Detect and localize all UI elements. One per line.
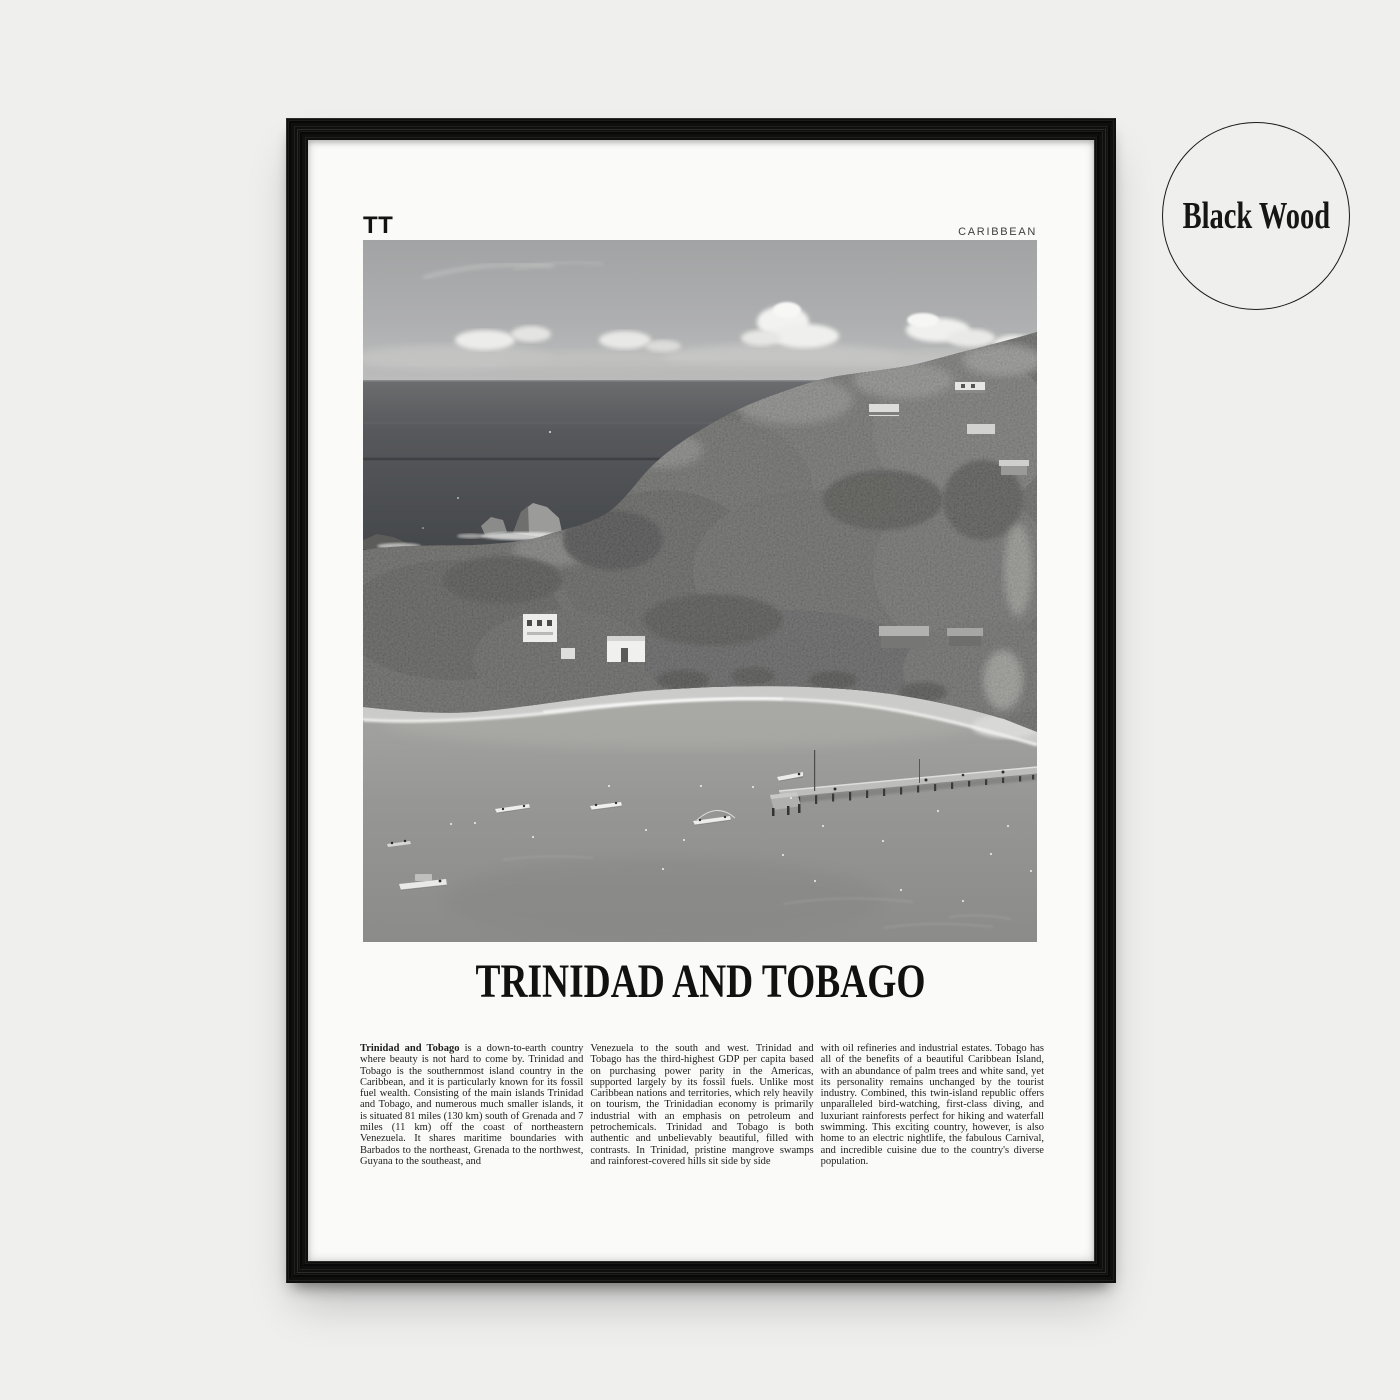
poster-photo <box>363 240 1037 942</box>
poster-header <box>363 213 1037 238</box>
poster <box>308 140 1094 1261</box>
frame-edge-right <box>1094 118 1116 1283</box>
body-lead: Trinidad and Tobago <box>360 1043 460 1054</box>
poster-title-text: TRINIDAD AND TOBAGO <box>475 955 927 1008</box>
body-column-1-text: is a down-to-earth country where beauty is not hard to come by. Trinidad and Tobago is the southernmost island country in the Caribbean, and it is particularly known for its fossil fuel wealth. Consisting of the main islands Trinidad and Tobago, and numerous much smaller islands, it is situated 81 miles (130 km) south of Grenada and 7 miles (11 km) off the coast of northeastern Venezuela. It shares maritime boundaries with Barbados to the northeast, Grenada to the northwest, Guyana to the southeast, and <box>360 1043 584 1167</box>
poster-body <box>360 1043 1044 1167</box>
frame-material-badge <box>1162 122 1350 310</box>
poster-title <box>308 956 1094 1009</box>
frame-edge-left <box>286 118 308 1283</box>
badge-label: Black Wood <box>1182 195 1330 237</box>
picture-frame <box>286 118 1116 1283</box>
body-column-1 <box>360 1043 583 1167</box>
region-label: CARIBBEAN <box>958 226 1037 238</box>
body-column-2: Venezuela to the south and west. Trinidad and Tobago has the third-highest GDP per capita based on purchasing power parity in the Americas, supported largely by its fossil fuels. Unlike most Caribbean nations and territories, which rely heavily on tourism, the Trinidadian economy is primarily industrial with an emphasis on petroleum and petrochemicals. Trinidad and Tobago is both authentic and unbelievably beautiful, filled with contrasts. In Trinidad, pristine mangrove swamps and rainforest-covered hills sit side by side <box>590 1043 814 1167</box>
frame-edge-bottom <box>286 1261 1116 1283</box>
frame-edge-top <box>286 118 1116 140</box>
body-column-3: with oil refineries and industrial estates. Tobago has all of the benefits of a beautiful Caribbean Island, with an abundance of palm trees and white sand, yet its personality remains unchanged by the tourist industry. Combined, this twin-island republic offers unparalleled bird-watching, first-class diving, and luxuriant rainforests perfect for hiking and waterfall swimming. This exciting country, however, is also home to an electric nightlife, the fabulous Carnival, and incredible cuisine due to the country's diverse population. <box>820 1043 1044 1167</box>
country-code: TT <box>363 212 394 239</box>
photo-illustration <box>363 240 1037 942</box>
